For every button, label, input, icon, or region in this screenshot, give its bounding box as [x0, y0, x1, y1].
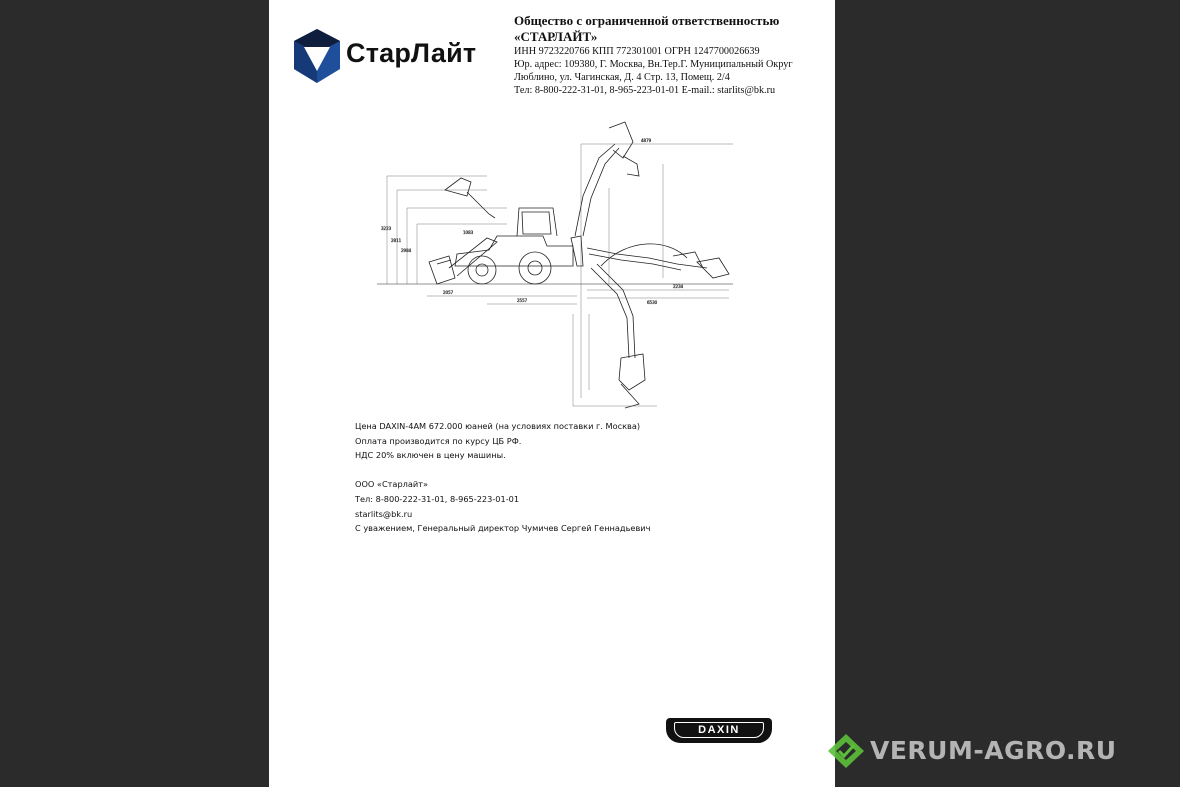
- daxin-badge: [666, 718, 772, 743]
- document-page: [269, 0, 835, 787]
- company-ids: ИНН 9723220766 КПП 772301001 ОГРН 1247700026639: [514, 46, 760, 57]
- watermark-text: VERUM-AGRO.RU: [870, 736, 1117, 765]
- dim-label-overall: 4879: [641, 138, 652, 143]
- dim-label-height-3: 2984: [401, 248, 412, 253]
- company-address-line1: Юр. адрес: 109380, Г. Москва, Вн.Тер.Г. Муниципальный Округ: [514, 59, 793, 70]
- vat-line: НДС 20% включен в цену машины.: [355, 450, 506, 461]
- payment-line: Оплата производится по курсу ЦБ РФ.: [355, 435, 522, 446]
- logo-text: СтарЛайт: [346, 38, 477, 68]
- phone-line: Тел: 8-800-222-31-01, 8-965-223-01-01: [355, 493, 520, 504]
- org-line: ООО «Старлайт»: [355, 479, 428, 490]
- watermark-diamond-icon: [826, 732, 866, 770]
- dim-label-height-2: 2811: [391, 238, 402, 243]
- spacer: [355, 463, 650, 478]
- company-contacts: Тел: 8-800-222-31-01, 8-965-223-01-01 E-mail.: starlits@bk.ru: [514, 85, 776, 96]
- logo-cube-icon: [292, 27, 342, 85]
- company-name: «СТАРЛАЙТ»: [514, 29, 598, 44]
- backhoe-drawing-svg: [377, 118, 733, 410]
- dim-label-reach: 2234: [673, 284, 684, 289]
- offer-text: [355, 419, 650, 536]
- verum-agro-watermark: [826, 732, 1171, 770]
- daxin-badge-frame: [674, 722, 764, 738]
- dim-label-angle: 1083: [463, 230, 474, 235]
- company-header: [514, 13, 824, 97]
- backhoe-dimension-drawing: [377, 118, 733, 410]
- dim-label-reach-total: 6530: [647, 300, 658, 305]
- signature-line: С уважением, Генеральный директор Чумичев Сергей Геннадьевич: [355, 523, 651, 534]
- starlight-logo: [292, 27, 502, 85]
- dim-label-height-1: 3223: [381, 226, 392, 231]
- price-line: Цена DAXIN-4AM 672.000 юаней (на условиях поставки г. Москва): [355, 421, 641, 431]
- dim-label-wheelbase: 2557: [517, 298, 528, 303]
- company-address-line2: Люблино, ул. Чагинская, Д. 4 Стр. 13, Помещ. 2/4: [514, 72, 730, 83]
- company-legal-form: Общество с ограниченной ответственностью: [514, 13, 780, 28]
- email-line: starlits@bk.ru: [355, 508, 413, 519]
- daxin-badge-text: DAXIN: [698, 724, 740, 736]
- dim-label-wheelbase-front: 2057: [443, 290, 454, 295]
